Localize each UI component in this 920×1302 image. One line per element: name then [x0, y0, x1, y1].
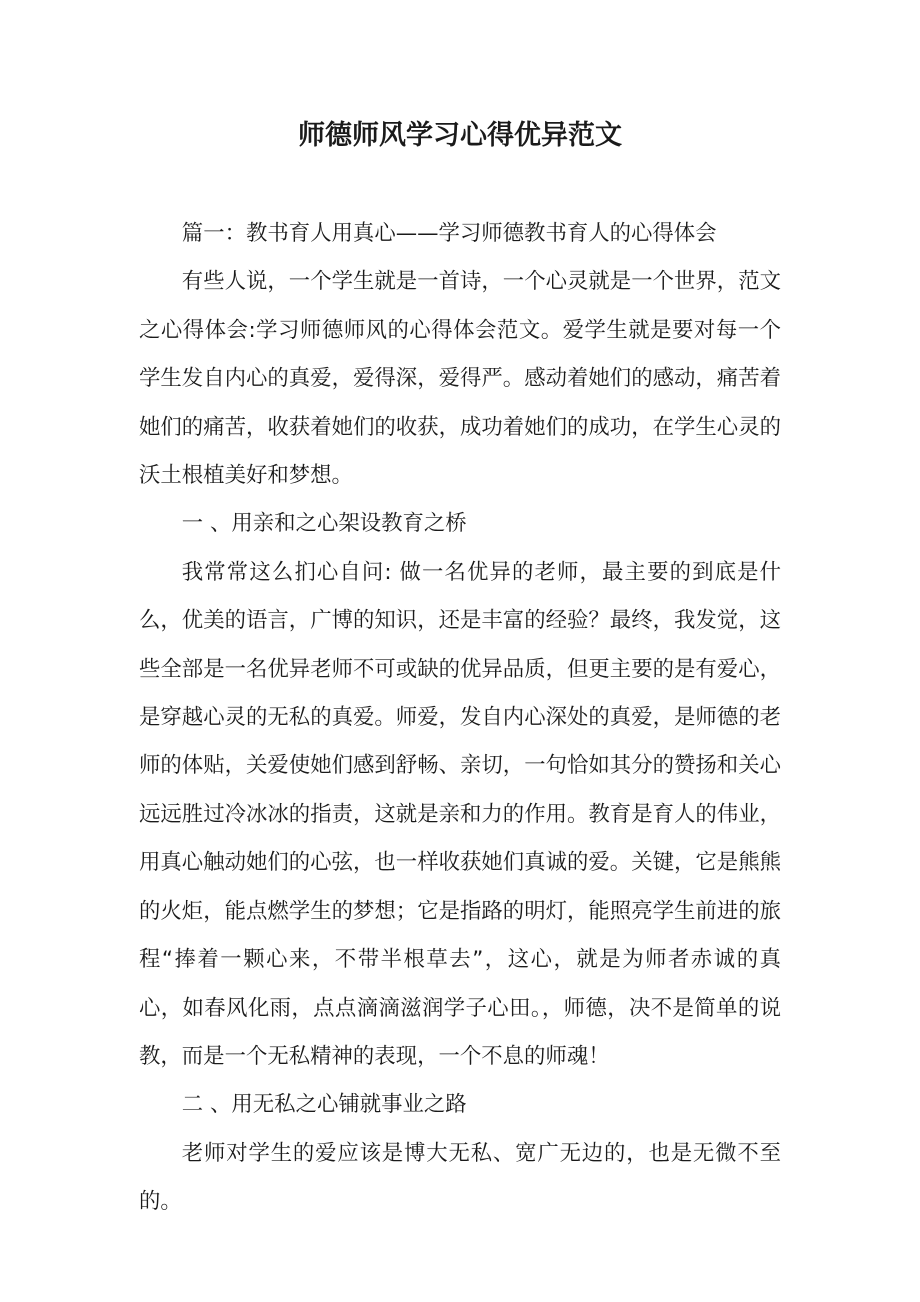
body-paragraph: 老师对学生的爱应该是博大无私、宽广无边的，也是无微不至的。 — [139, 1140, 781, 1215]
document-body — [139, 210, 781, 1227]
body-paragraph: 有些人说，一个学生就是一首诗，一个心灵就是一个世界，范文之心得体会:学习师德师风的心得体会范文。爱学生就是要对每一个学生发自内心的真爱，爱得深，爱得严。感动着她们的感动，痛苦着她们的痛苦，收获着她们的收获，成功着她们的成功，在学生心灵的沃土根植美好和梦想。 — [139, 269, 781, 489]
section-heading-one: 一 、用亲和之心架设教育之桥 — [181, 511, 467, 537]
body-paragraph: 我常常这么扪心自问: 做一名优异的老师，最主要的到底是什么，优美的语言，广博的知识，还是丰富的经验？最终，我发觉，这些全部是一名优异老师不可或缺的优异品质，但更主要的是有爱心，是穿越心灵的无私的真爱。师爱，发自内心深处的真爱，是师德的老师的体贴，关爱使她们感到舒畅、亲切，一句恰如其分的赞扬和关心远远胜过冷冰冰的指责，这就是亲和力的作用。教育是育人的伟业，用真心触动她们的心弦，也一样收获她们真诚的爱。关键，它是熊熊的火炬，能点燃学生的梦想；它是指路的明灯，能照亮学生前进的旅程“捧着一颗心来，不带半根草去”，这心，就是为师者赤诚的真心，如春风化雨，点点滴滴滋润学子心田。，师德，决不是简单的说教，而是一个无私精神的表现，一个不息的师魂！ — [139, 559, 781, 1069]
document-title: 师德师风学习心得优异范文 — [298, 120, 622, 151]
section-heading-two: 二 、用无私之心铺就事业之路 — [181, 1092, 467, 1118]
section-heading-piece-one: 篇一：教书育人用真心——学习师德教书育人的心得体会 — [181, 221, 717, 246]
